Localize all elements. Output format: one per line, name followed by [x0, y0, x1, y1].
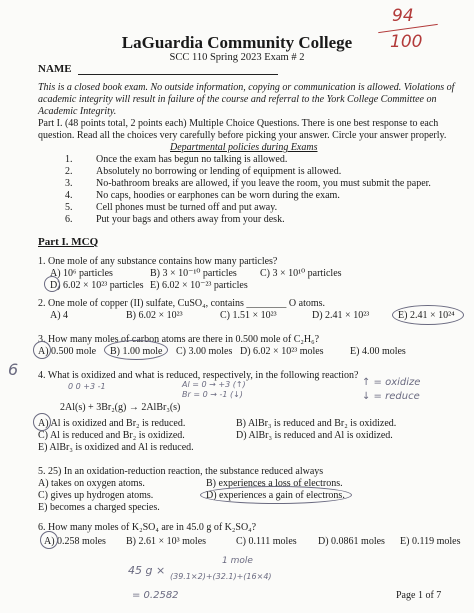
- score-total: 100: [390, 32, 423, 52]
- exam-subtitle: SCC 110 Spring 2023 Exam # 2: [169, 52, 305, 63]
- intro-line-2: academic integrity will result in failure of the course and referral to the York College Committee on: [38, 94, 437, 105]
- q3-option-a[interactable]: A) 0.500 mole: [38, 346, 97, 357]
- q6-option-b[interactable]: B) 2.61 × 10³ moles: [126, 536, 207, 547]
- oxidation-notes: Al = 0 → +3 (↑): [182, 380, 246, 389]
- intro-line-5: question. Read all the choices very carefully before picking your answer. Circle your answer properly.: [38, 130, 447, 141]
- q3-stem: 3. How many moles of carbon atoms are there in 0.500 mole of C₂H₆?: [38, 334, 320, 345]
- answer-circle: [392, 305, 464, 325]
- part-heading: Part I. MCQ: [38, 236, 99, 248]
- policy-text: Once the exam has begun no talking is allowed.: [96, 154, 288, 165]
- margin-note: ↓ = reduce: [362, 391, 420, 402]
- name-label: NAME: [38, 63, 72, 75]
- calculation: (39.1×2)+(32.1)+(16×4): [170, 572, 272, 581]
- policies-title: Departmental policies during Exams: [170, 142, 318, 153]
- answer-circle: [44, 276, 60, 292]
- q2-option-d[interactable]: D) 2.41 × 10²³: [312, 310, 370, 321]
- q5-option-c[interactable]: C) gives up hydrogen atoms.: [38, 490, 154, 501]
- college-title: LaGuardia Community College: [121, 33, 353, 52]
- q4-option-d[interactable]: D) AlBr₃ is reduced and Al is oxidized.: [236, 430, 393, 441]
- q3-option-d[interactable]: D) 6.02 × 10²³ moles: [240, 346, 324, 357]
- q4-equation: 2Al(s) + 3Br₂(g) → 2AlBr₃(s): [60, 402, 181, 413]
- q3-option-b[interactable]: B) 1.00 mole: [110, 346, 163, 357]
- q2-option-c[interactable]: C) 1.51 × 10²³: [220, 310, 277, 321]
- intro-line-4: Part I. (48 points total, 2 points each) Multiple Choice Questions. There is one best response to each: [38, 118, 439, 129]
- q6-stem: 6. How many moles of K₂SO₄ are in 45.0 g of K₂SO₄?: [38, 522, 257, 533]
- calculation: = 0.2582: [132, 590, 179, 601]
- name-line: [78, 74, 278, 75]
- policy-text: No caps, hoodies or earphones can be worn during the exam.: [96, 190, 340, 201]
- q1-option-c[interactable]: C) 3 × 10¹⁰ particles: [260, 268, 342, 279]
- answer-circle-crossed: [104, 340, 168, 360]
- q1-option-e[interactable]: E) 6.02 × 10⁻²³ particles: [150, 280, 248, 291]
- q6-option-a[interactable]: A) 0.258 moles: [44, 536, 106, 547]
- policy-number: 6.: [65, 214, 73, 225]
- q5-option-a[interactable]: A) takes on oxygen atoms.: [38, 478, 145, 489]
- q5-stem: 5. 25) In an oxidation-reduction reaction, the substance reduced always: [38, 466, 324, 477]
- q4-option-a[interactable]: A) Al is oxidized and Br₂ is reduced.: [38, 418, 186, 429]
- answer-circle: [33, 341, 51, 359]
- policy-text: Cell phones must be turned off and put away.: [96, 202, 278, 213]
- q5-option-e[interactable]: E) becomes a charged species.: [38, 502, 160, 513]
- q5-option-d[interactable]: D) experiences a gain of electrons.: [206, 490, 345, 501]
- q3-option-e[interactable]: E) 4.00 moles: [350, 346, 406, 357]
- margin-note: ↑ = oxidize: [362, 377, 421, 388]
- policy-number: 5.: [65, 202, 73, 213]
- q6-option-c[interactable]: C) 0.111 moles: [236, 536, 297, 547]
- policy-text: Absolutely no borrowing or lending of equipment is allowed.: [96, 166, 342, 177]
- policy-number: 1.: [65, 154, 73, 165]
- q5-option-b[interactable]: B) experiences a loss of electrons.: [206, 478, 343, 489]
- q6-option-e[interactable]: E) 0.119 moles: [400, 536, 461, 547]
- answer-circle: [40, 531, 58, 549]
- margin-mark: 6: [8, 360, 19, 379]
- intro-line-3: Academic Integrity.: [38, 106, 117, 117]
- q3-option-c[interactable]: C) 3.00 moles: [176, 346, 233, 357]
- calculation: 45 g ×: [128, 564, 166, 577]
- q1-stem: 1. One mole of any substance contains how many particles?: [38, 256, 278, 267]
- q2-option-b[interactable]: B) 6.02 × 10²³: [126, 310, 183, 321]
- oxidation-notes: Br = 0 → -1 (↓): [182, 390, 243, 399]
- q2-option-a[interactable]: A) 4: [50, 310, 69, 321]
- q4-option-e[interactable]: E) AlBr₃ is oxidized and Al is reduced.: [38, 442, 194, 453]
- q4-option-b[interactable]: B) AlBr₃ is reduced and Br₂ is oxidized.: [236, 418, 397, 429]
- policy-number: 3.: [65, 178, 73, 189]
- q2-stem: 2. One mole of copper (II) sulfate, CuSO₄, contains ________ O atoms.: [38, 298, 326, 309]
- oxidation-notes: 0 0 +3 -1: [68, 382, 106, 391]
- q1-option-d[interactable]: D) 6.02 × 10²³ particles: [50, 280, 144, 291]
- policy-number: 4.: [65, 190, 73, 201]
- policy-number: 2.: [65, 166, 73, 177]
- q4-option-c[interactable]: C) Al is reduced and Br₂ is oxidized.: [38, 430, 185, 441]
- policy-text: Put your bags and others away from your desk.: [96, 214, 285, 225]
- q2-option-e[interactable]: E) 2.41 × 10²⁴: [398, 310, 455, 321]
- page-number: Page 1 of 7: [396, 590, 442, 601]
- intro-line-1: This is a closed book exam. No outside information, copying or communication is allowed. Violations of: [38, 82, 455, 93]
- q1-option-a[interactable]: A) 10⁶ particles: [50, 268, 113, 279]
- calculation: 1 mole: [222, 556, 253, 566]
- answer-circle: [200, 486, 352, 504]
- answer-circle: [33, 413, 51, 431]
- q4-stem: 4. What is oxidized and what is reduced, respectively, in the following reaction?: [38, 370, 359, 381]
- q6-option-d[interactable]: D) 0.0861 moles: [318, 536, 385, 547]
- score-earned: 94: [392, 6, 414, 26]
- policy-text: No-bathroom breaks are allowed, if you leave the room, you must submit the paper.: [96, 178, 431, 189]
- q1-option-b[interactable]: B) 3 × 10⁻¹⁰ particles: [150, 268, 237, 279]
